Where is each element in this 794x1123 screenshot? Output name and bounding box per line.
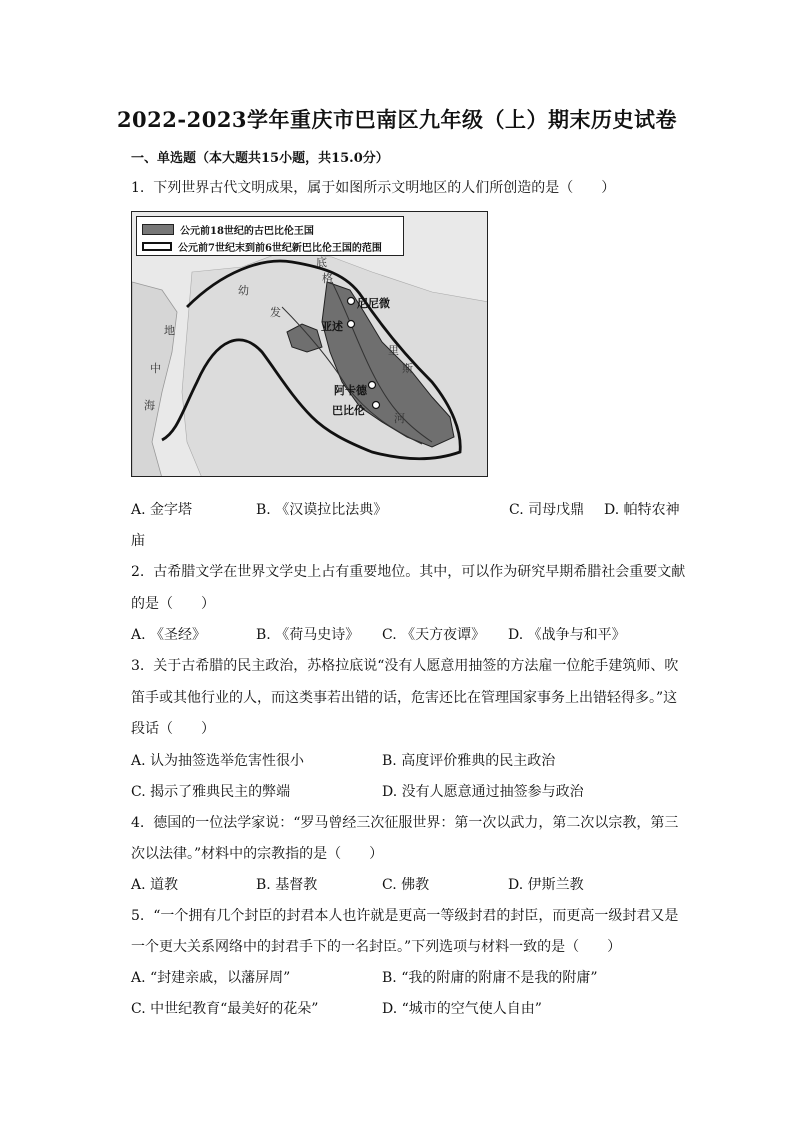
question-4-cont: 次以法律。”材料中的宗教指的是（ ） (131, 846, 384, 862)
exam-title: 2022-2023学年重庆市巴南区九年级（上）期末历史试卷 (116, 107, 678, 132)
map-label-si: 斯 (402, 362, 413, 375)
question-5 (131, 905, 678, 925)
q4-option-d[interactable]: D. 伊斯兰教 (508, 877, 584, 893)
question-3-cont-1: 笛手或其他行业的人，而这类事若出错的话，危害还比在管理国家事务上出错轻得多。”这 (131, 690, 678, 706)
city-label-nineveh: 尼尼微 (357, 297, 390, 310)
q3-option-b[interactable]: B. 高度评价雅典的民主政治 (382, 753, 556, 769)
q2-option-b[interactable]: B. 《荷马史诗》 (256, 627, 360, 643)
map-legend (136, 216, 404, 256)
legend-item-old-kingdom: 公元前18世纪的古巴比伦王国 (142, 222, 314, 237)
q2-option-a[interactable]: A. 《圣经》 (131, 627, 207, 643)
section-heading: 一、单选题（本大题共15小题，共15.0分） (131, 151, 389, 166)
city-label-assur: 亚述 (321, 320, 343, 333)
map-label-li: 里 (388, 344, 399, 357)
city-label-babylon: 巴比伦 (332, 404, 365, 417)
map-label-ge: 格 (322, 272, 333, 285)
question-text: 古希腊文学在世界文学史上占有重要地位。其中，可以作为研究早期希腊社会重要文献 (153, 564, 686, 580)
map-label-di: 地 (164, 324, 175, 337)
city-marker-nineveh (348, 298, 355, 305)
map-label-fa: 发 (270, 306, 281, 319)
question-number: 2. (131, 564, 145, 580)
question-number: 1. (131, 180, 145, 196)
q3-option-a[interactable]: A. 认为抽签选举危害性很小 (131, 753, 305, 769)
city-marker-assur (348, 321, 355, 328)
q2-option-d[interactable]: D. 《战争与和平》 (508, 627, 626, 643)
q5-option-a[interactable]: A. “封建亲戚，以藩屏周” (131, 970, 291, 986)
map-label-zhong: 中 (150, 362, 161, 375)
legend-item-new-kingdom: 公元前7世纪末到前6世纪新巴比伦王国的范围 (142, 239, 382, 254)
question-4 (131, 812, 678, 832)
map-label-hai: 海 (144, 399, 155, 412)
city-label-akkad: 阿卡德 (334, 384, 367, 397)
q3-option-c[interactable]: C. 揭示了雅典民主的弊端 (131, 784, 291, 800)
q1-option-b[interactable]: B. 《汉谟拉比法典》 (256, 502, 388, 518)
legend-swatch-fill (142, 224, 174, 235)
question-1 (131, 177, 615, 197)
babylon-map (131, 211, 488, 477)
city-marker-akkad (369, 382, 376, 389)
question-text: 关于古希腊的民主政治，苏格拉底说“没有人愿意用抽签的方法雇一位舵手建筑师、吹 (153, 658, 679, 674)
q5-option-d[interactable]: D. “城市的空气使人自由” (382, 1001, 542, 1017)
q1-option-c[interactable]: C. 司母戊鼎 (509, 502, 585, 518)
q5-option-b[interactable]: B. “我的附庸的附庸不是我的附庸” (382, 970, 598, 986)
question-3-cont-2: 段话（ ） (131, 721, 215, 737)
map-label-he: 河 (394, 412, 405, 425)
question-3 (131, 655, 678, 675)
q5-option-c[interactable]: C. 中世纪教育“最美好的花朵” (131, 1001, 319, 1017)
question-text: “一个拥有几个封臣的封君本人也许就是更高一等级封君的封臣，而更高一级封君又是 (153, 908, 679, 924)
q3-option-d[interactable]: D. 没有人愿意通过抽签参与政治 (382, 784, 584, 800)
map-label-di2: 底 (316, 256, 327, 269)
question-number: 3. (131, 658, 145, 674)
question-text: 德国的一位法学家说：“罗马曾经三次征服世界：第一次以武力，第二次以宗教，第三 (153, 815, 679, 831)
question-number: 4. (131, 815, 145, 831)
question-5-cont: 一个更大关系网络中的封君手下的一名封臣。”下列选项与材料一致的是（ ） (131, 939, 622, 955)
question-number: 5. (131, 908, 145, 924)
q1-option-d-wrap: 庙 (131, 533, 145, 549)
legend-swatch-outline (142, 242, 172, 251)
map-label-you: 幼 (238, 284, 249, 297)
q4-option-a[interactable]: A. 道教 (131, 877, 179, 893)
question-2 (131, 561, 685, 581)
question-text: 下列世界古代文明成果，属于如图所示文明地区的人们所创造的是（ ） (153, 180, 616, 196)
q1-option-d[interactable]: D. 帕特农神 (604, 502, 680, 518)
q2-option-c[interactable]: C. 《天方夜谭》 (382, 627, 486, 643)
q1-option-a[interactable]: A. 金字塔 (131, 502, 193, 518)
question-2-cont: 的是（ ） (131, 596, 215, 612)
city-marker-babylon (373, 402, 380, 409)
q4-option-b[interactable]: B. 基督教 (256, 877, 318, 893)
q4-option-c[interactable]: C. 佛教 (382, 877, 430, 893)
